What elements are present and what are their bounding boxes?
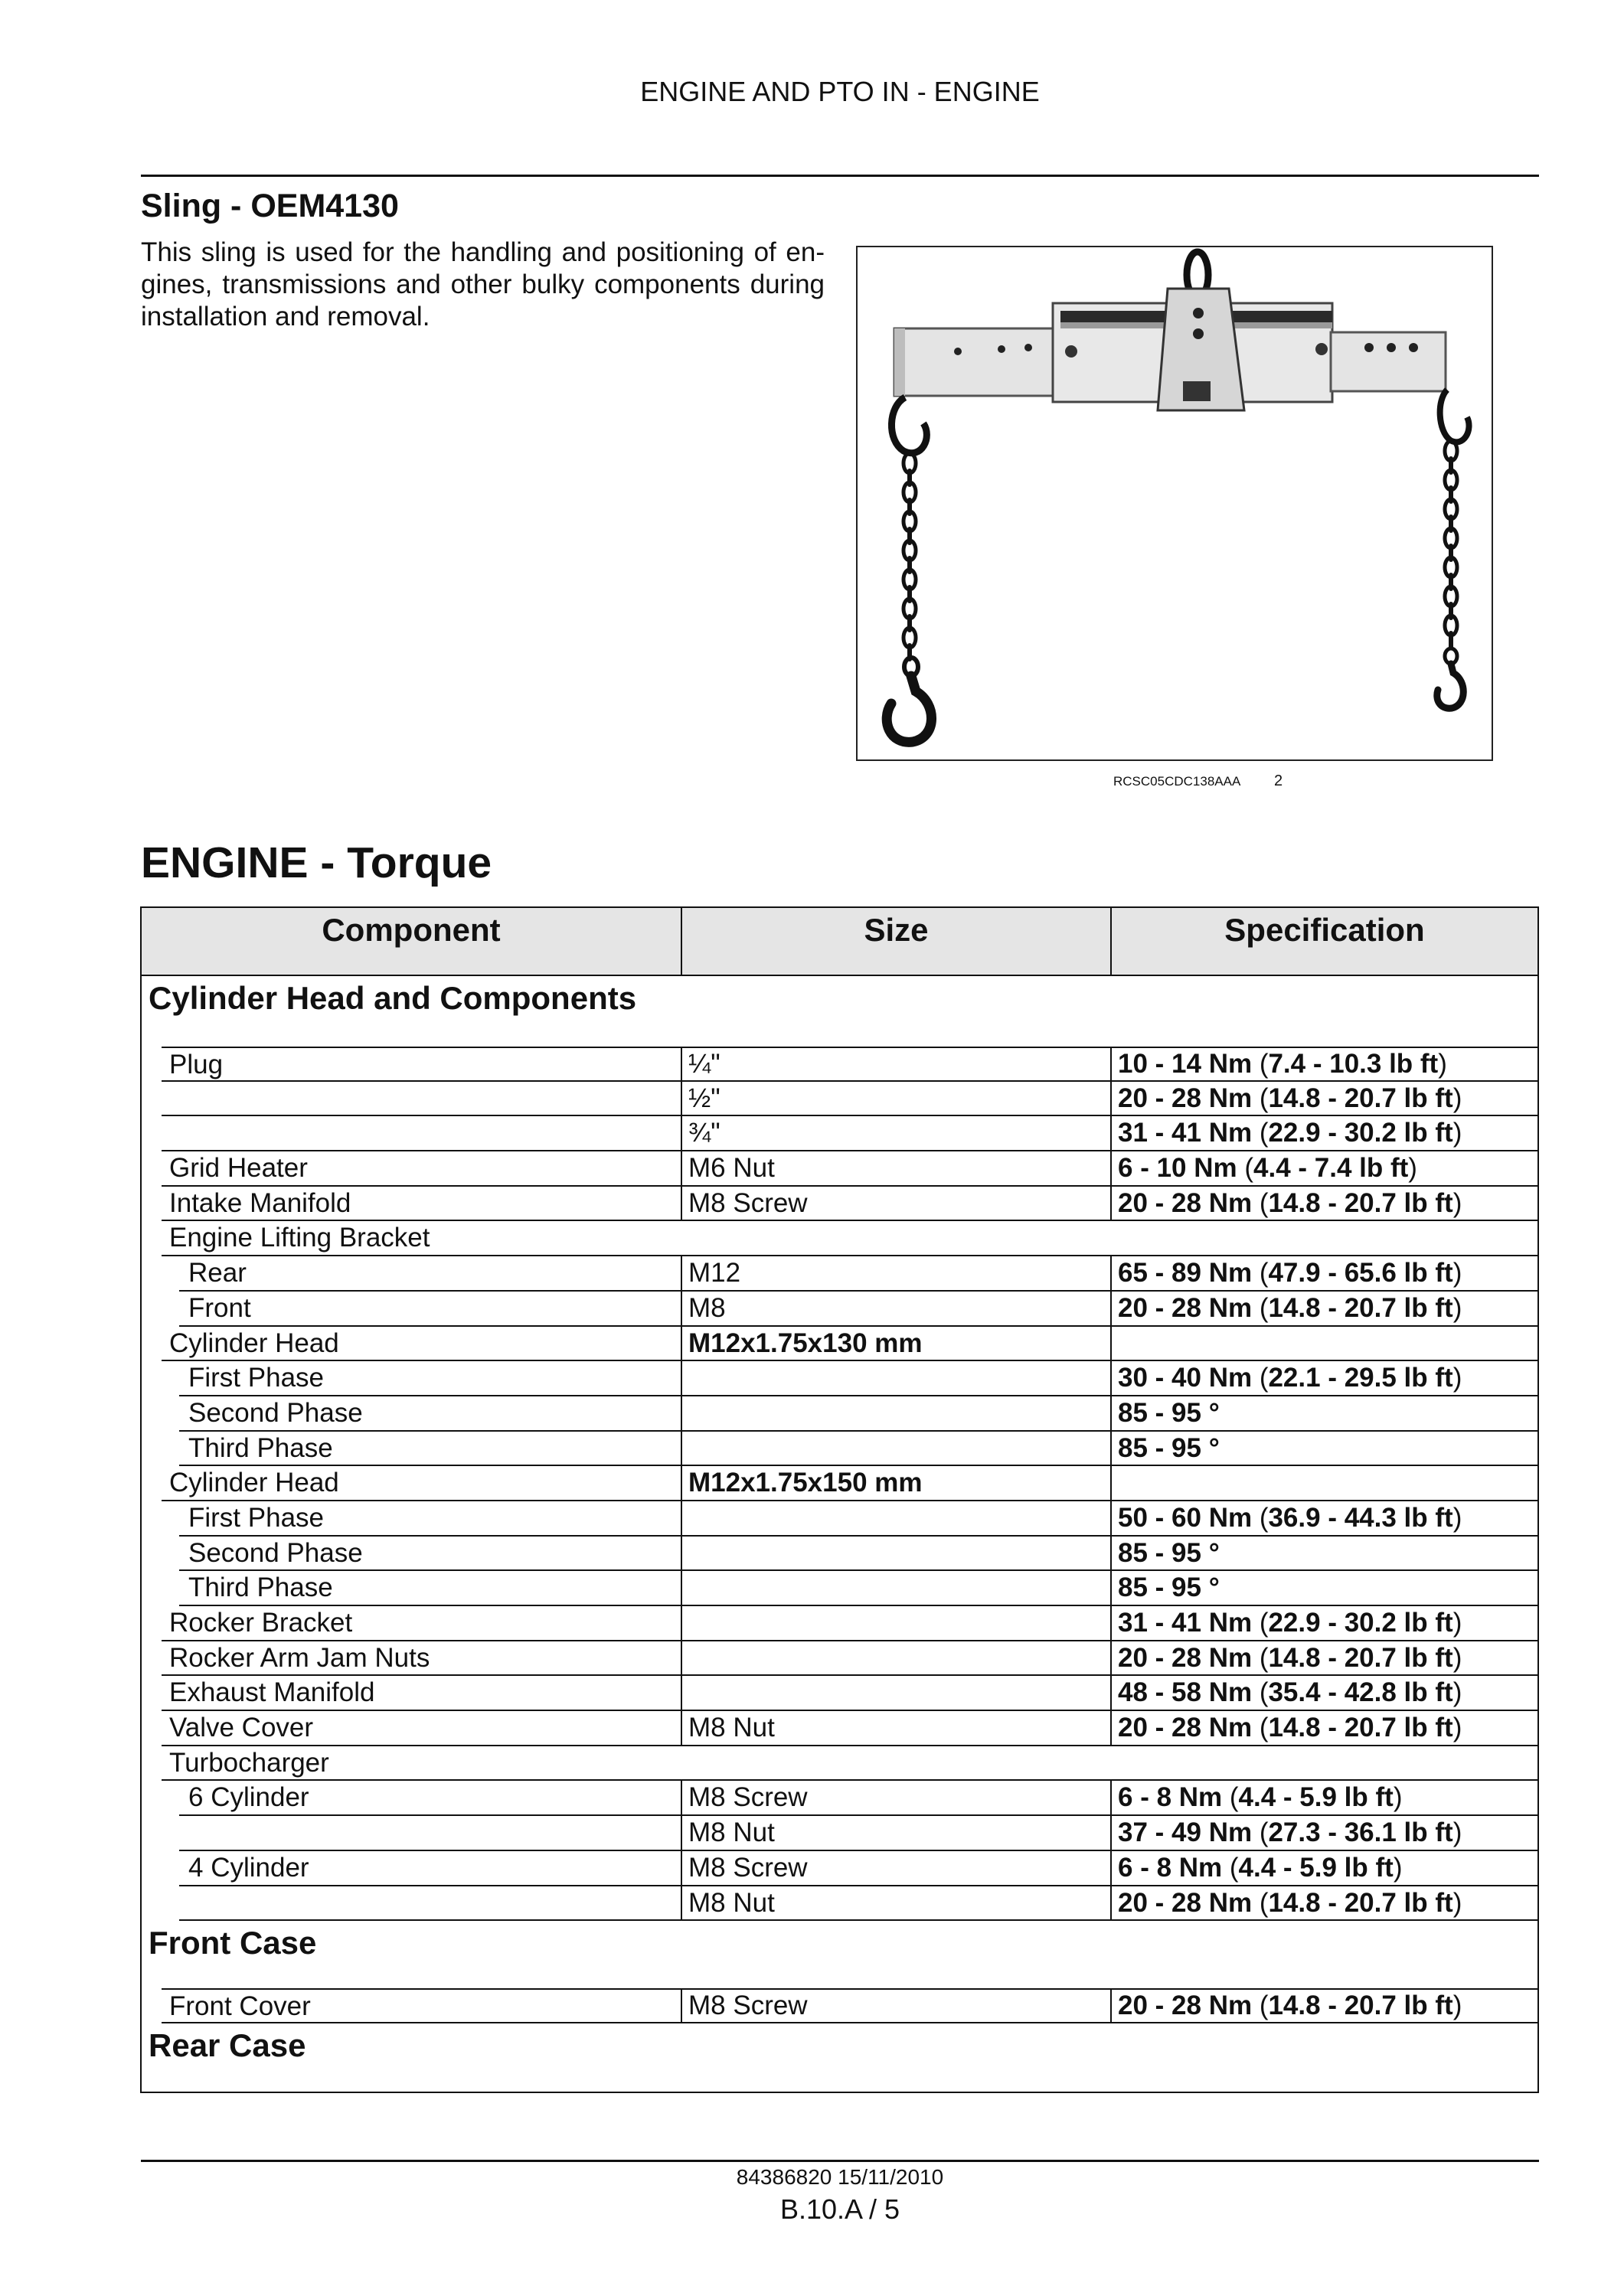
table-row xyxy=(142,1047,1537,1082)
component-label: Cylinder Head xyxy=(169,1328,339,1358)
spec-cell: 20 - 28 Nm (14.8 - 20.7 lb ft) xyxy=(1110,1641,1537,1677)
spec-cell: 6 - 10 Nm (4.4 - 7.4 lb ft) xyxy=(1110,1151,1537,1187)
size-cell: M8 Nut xyxy=(681,1886,1110,1922)
adjust-hole xyxy=(1364,343,1374,352)
size-cell xyxy=(681,1396,1110,1432)
table-row xyxy=(142,1082,1537,1117)
adjust-hole xyxy=(1024,344,1032,351)
table-row xyxy=(142,1988,1537,2023)
beam-left-sleeve xyxy=(894,328,1057,396)
spec-cell: 85 - 95 ° xyxy=(1110,1537,1537,1572)
row-rule xyxy=(179,1919,681,1921)
spec-cell: 6 - 8 Nm (4.4 - 5.9 lb ft) xyxy=(1110,1781,1537,1816)
header-divider xyxy=(141,175,1539,177)
footer-divider xyxy=(141,2160,1539,2162)
bottom-hook-right xyxy=(1437,664,1463,708)
footer-document-id: 84386820 15/11/2010 xyxy=(736,2165,944,2189)
component-cell xyxy=(142,1711,681,1746)
component-label: 4 Cylinder xyxy=(188,1852,309,1883)
sling-description xyxy=(141,237,825,333)
component-cell xyxy=(142,1221,1537,1256)
component-cell xyxy=(142,1187,681,1222)
section-row xyxy=(142,1921,1537,1988)
size-cell: M8 Screw xyxy=(681,1781,1110,1816)
component-cell xyxy=(142,1082,681,1117)
component-label: Front xyxy=(188,1292,251,1323)
adjust-hole xyxy=(998,345,1005,353)
spec-cell: 20 - 28 Nm (14.8 - 20.7 lb ft) xyxy=(1110,1988,1537,2023)
table-row xyxy=(142,1396,1537,1432)
table-row xyxy=(142,1187,1537,1222)
top-hook-left xyxy=(891,397,926,453)
component-label: Turbocharger xyxy=(169,1747,329,1778)
size-cell xyxy=(681,1537,1110,1572)
spec-cell: 31 - 41 Nm (22.9 - 30.2 lb ft) xyxy=(1110,1606,1537,1641)
description-line: This sling is used for the handling and positioning of en- xyxy=(141,237,825,267)
component-cell xyxy=(142,1886,681,1922)
column-header-component: Component xyxy=(322,912,501,948)
component-label: Grid Heater xyxy=(169,1153,308,1184)
chain-left xyxy=(903,453,916,661)
table-row xyxy=(142,1327,1537,1362)
table-header-row xyxy=(142,908,1537,976)
component-cell xyxy=(142,1746,1537,1782)
spec-cell: 20 - 28 Nm (14.8 - 20.7 lb ft) xyxy=(1110,1187,1537,1222)
row-rule xyxy=(162,2022,681,2023)
component-label: Front Cover xyxy=(169,1991,311,2022)
size-cell xyxy=(681,1606,1110,1641)
top-hook-right xyxy=(1440,390,1469,442)
spec-cell: 20 - 28 Nm (14.8 - 20.7 lb ft) xyxy=(1110,1082,1537,1117)
component-label: Exhaust Manifold xyxy=(169,1677,375,1708)
column-header-specification: Specification xyxy=(1110,908,1537,975)
spec-cell: 85 - 95 ° xyxy=(1110,1432,1537,1467)
size-cell: ½" xyxy=(681,1082,1110,1117)
table-row xyxy=(142,1256,1537,1292)
component-cell xyxy=(142,1396,681,1432)
table-row xyxy=(142,1221,1537,1256)
section-title: Rear Case xyxy=(149,2027,306,2063)
table-row xyxy=(142,1606,1537,1641)
size-cell: M12 xyxy=(681,1256,1110,1292)
table-row xyxy=(142,1886,1537,1922)
size-cell: M6 Nut xyxy=(681,1151,1110,1187)
adjust-hole xyxy=(1387,343,1396,352)
table-row xyxy=(142,1711,1537,1746)
component-label: Rocker Arm Jam Nuts xyxy=(169,1642,430,1673)
table-row xyxy=(142,1781,1537,1816)
component-label: 6 Cylinder xyxy=(188,1782,309,1813)
name-plate xyxy=(1183,381,1211,401)
description-line: installation and removal. xyxy=(141,301,430,331)
table-row xyxy=(142,1432,1537,1467)
component-label: Plug xyxy=(169,1050,224,1079)
column-header-size: Size xyxy=(681,908,1110,975)
component-cell xyxy=(142,1537,681,1572)
spec-cell: 48 - 58 Nm (35.4 - 42.8 lb ft) xyxy=(1110,1676,1537,1711)
chain-right xyxy=(1445,441,1457,649)
spec-cell: 20 - 28 Nm (14.8 - 20.7 lb ft) xyxy=(1110,1292,1537,1327)
spec-cell xyxy=(1110,1327,1537,1362)
table-row xyxy=(142,1151,1537,1187)
figure-code: RCSC05CDC138AAA xyxy=(1113,774,1241,789)
component-label: Third Phase xyxy=(188,1573,333,1603)
component-cell xyxy=(142,1256,681,1292)
table-body xyxy=(142,976,1537,2092)
size-cell: M12x1.75x150 mm xyxy=(681,1466,1110,1501)
size-cell xyxy=(681,1432,1110,1467)
table-row xyxy=(142,1501,1537,1537)
spec-cell: 10 - 14 Nm (7.4 - 10.3 lb ft) xyxy=(1110,1047,1537,1082)
component-label: Valve Cover xyxy=(169,1713,314,1743)
spec-cell: 30 - 40 Nm (22.1 - 29.5 lb ft) xyxy=(1110,1361,1537,1396)
component-cell xyxy=(142,1676,681,1711)
component-cell xyxy=(142,1361,681,1396)
component-cell xyxy=(142,1571,681,1606)
component-label: Second Phase xyxy=(188,1537,363,1568)
table-row xyxy=(142,1361,1537,1396)
spec-cell: 50 - 60 Nm (36.9 - 44.3 lb ft) xyxy=(1110,1501,1537,1537)
torque-table xyxy=(140,906,1539,2093)
component-label: Engine Lifting Bracket xyxy=(169,1223,430,1253)
table-row xyxy=(142,1292,1537,1327)
component-cell xyxy=(142,1116,681,1151)
size-cell: M8 xyxy=(681,1292,1110,1327)
size-cell xyxy=(681,1501,1110,1537)
adjust-hole xyxy=(954,348,962,355)
table-row xyxy=(142,1816,1537,1851)
section-title: Front Case xyxy=(149,1925,317,1961)
component-cell xyxy=(142,1988,681,2023)
component-cell xyxy=(142,1292,681,1327)
size-cell xyxy=(681,1361,1110,1396)
bottom-hook-left xyxy=(887,676,931,742)
sling-title: Sling - OEM4130 xyxy=(141,188,399,224)
table-row xyxy=(142,1466,1537,1501)
component-label: First Phase xyxy=(188,1363,324,1393)
size-cell: M8 Screw xyxy=(681,1988,1110,2023)
row-rule xyxy=(162,1988,681,1990)
component-cell xyxy=(142,1432,681,1467)
locking-pin xyxy=(1065,345,1077,358)
component-label: Third Phase xyxy=(188,1432,333,1463)
footer-page-number: B.10.A / 5 xyxy=(779,2193,900,2225)
chain-link xyxy=(1449,631,1453,649)
spec-cell: 31 - 41 Nm (22.9 - 30.2 lb ft) xyxy=(1110,1116,1537,1151)
adjust-hole xyxy=(1409,343,1418,352)
table-row xyxy=(142,1641,1537,1677)
beam-right-sleeve xyxy=(1331,332,1446,391)
component-label: Intake Manifold xyxy=(169,1187,351,1218)
section-row xyxy=(142,976,1537,1047)
row-rule xyxy=(162,1047,681,1048)
size-cell: ¾" xyxy=(681,1116,1110,1151)
spec-cell: 85 - 95 ° xyxy=(1110,1571,1537,1606)
component-cell xyxy=(142,1781,681,1816)
spec-cell: 85 - 95 ° xyxy=(1110,1396,1537,1432)
size-cell: M8 Screw xyxy=(681,1187,1110,1222)
section-row xyxy=(142,2023,1537,2092)
component-cell xyxy=(142,1851,681,1886)
sling-figure xyxy=(856,246,1493,761)
component-cell xyxy=(142,1466,681,1501)
table-row xyxy=(142,1746,1537,1782)
size-cell: M8 Nut xyxy=(681,1816,1110,1851)
component-cell xyxy=(142,1816,681,1851)
size-cell: ¼" xyxy=(681,1047,1110,1082)
component-label: Cylinder Head xyxy=(169,1468,339,1498)
beam-end-plate xyxy=(894,328,905,396)
table-row xyxy=(142,1571,1537,1606)
size-cell xyxy=(681,1571,1110,1606)
component-cell xyxy=(142,1151,681,1187)
torque-title: ENGINE - Torque xyxy=(141,838,492,887)
component-label: Rocker Bracket xyxy=(169,1608,353,1638)
sling-photo xyxy=(858,247,1492,759)
spec-cell: 20 - 28 Nm (14.8 - 20.7 lb ft) xyxy=(1110,1711,1537,1746)
spec-cell: 20 - 28 Nm (14.8 - 20.7 lb ft) xyxy=(1110,1886,1537,1922)
component-label: Second Phase xyxy=(188,1397,363,1428)
hanger-hole xyxy=(1193,308,1204,318)
spec-cell xyxy=(1110,1466,1537,1501)
description-line: gines, transmissions and other bulky components during xyxy=(141,269,825,299)
page-header: ENGINE AND PTO IN - ENGINE xyxy=(640,76,1040,107)
component-cell xyxy=(142,1327,681,1362)
component-cell xyxy=(142,1606,681,1641)
table-row xyxy=(142,1676,1537,1711)
size-cell xyxy=(681,1641,1110,1677)
size-cell: M8 Screw xyxy=(681,1851,1110,1886)
component-cell xyxy=(142,1047,681,1082)
size-cell: M12x1.75x130 mm xyxy=(681,1327,1110,1362)
locking-pin xyxy=(1315,343,1328,355)
size-cell: M8 Nut xyxy=(681,1711,1110,1746)
table-row xyxy=(142,1537,1537,1572)
component-label: Rear xyxy=(188,1258,247,1288)
spec-cell: 65 - 89 Nm (47.9 - 65.6 lb ft) xyxy=(1110,1256,1537,1292)
size-cell xyxy=(681,1676,1110,1711)
hanger-hole xyxy=(1193,328,1204,339)
section-title: Cylinder Head and Components xyxy=(149,980,637,1016)
spec-cell: 37 - 49 Nm (27.3 - 36.1 lb ft) xyxy=(1110,1816,1537,1851)
table-row xyxy=(142,1851,1537,1886)
component-label: First Phase xyxy=(188,1502,324,1533)
spec-cell: 6 - 8 Nm (4.4 - 5.9 lb ft) xyxy=(1110,1851,1537,1886)
component-cell xyxy=(142,1501,681,1537)
table-row xyxy=(142,1116,1537,1151)
component-cell xyxy=(142,1641,681,1677)
figure-number: 2 xyxy=(1274,772,1283,789)
